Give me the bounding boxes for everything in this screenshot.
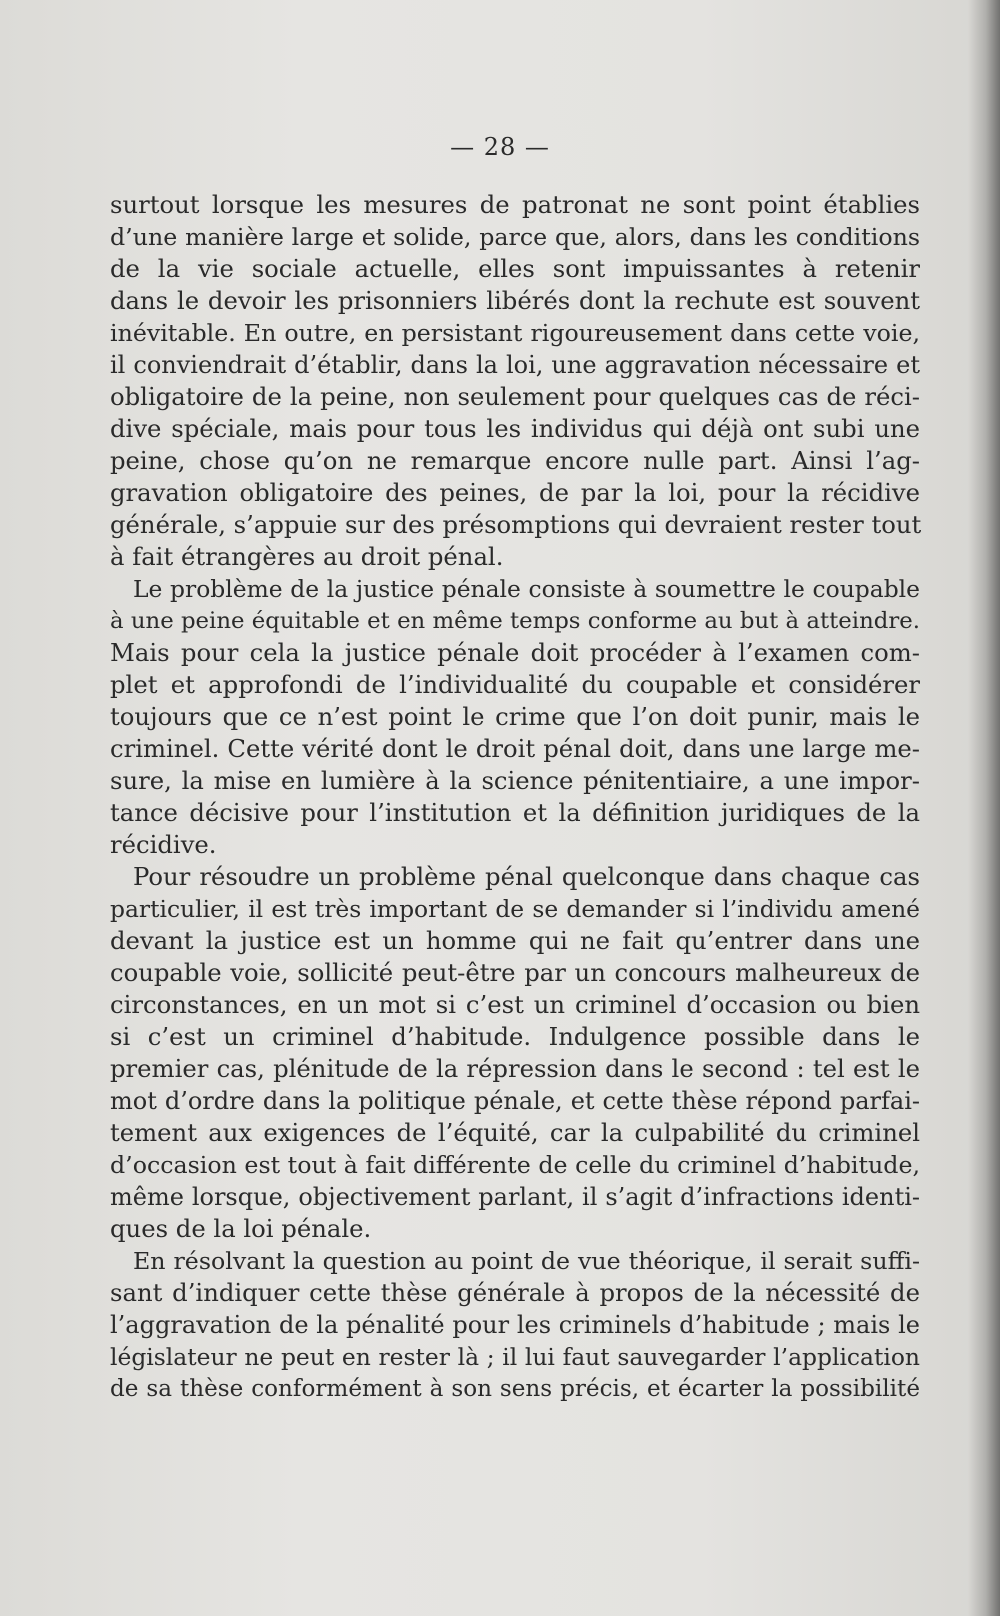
text-line: législateur ne peut en rester là ; il lui faut sauvegarder l’application bbox=[110, 1343, 920, 1371]
text-line: dive spéciale, mais pour tous les individus qui déjà ont subi une bbox=[110, 414, 920, 443]
text-line: circonstances, en un mot si c’est un criminel d’occasion ou bien bbox=[110, 990, 920, 1019]
text-line: toujours que ce n’est point le crime que l’on doit punir, mais le bbox=[110, 702, 920, 731]
text-line: surtout lorsque les mesures de patronat ne sont point établies bbox=[110, 190, 920, 219]
text-line: Pour résoudre un problème pénal quelconque dans chaque cas bbox=[133, 862, 920, 891]
text-line: criminel. Cette vérité dont le droit pénal doit, dans une large me- bbox=[110, 734, 920, 763]
text-line: En résolvant la question au point de vue théorique, il serait suffi- bbox=[133, 1247, 920, 1275]
text-line: gravation obligatoire des peines, de par la loi, pour la récidive bbox=[110, 478, 920, 507]
text-line: Mais pour cela la justice pénale doit procéder à l’examen com- bbox=[110, 638, 920, 667]
text-line: d’une manière large et solide, parce que, alors, dans les conditions bbox=[110, 223, 920, 251]
text-line: à une peine équitable et en même temps conforme au but à atteindre. bbox=[110, 608, 920, 634]
text-line: Le problème de la justice pénale consiste à soumettre le coupable bbox=[133, 575, 920, 603]
text-line: générale, s’appuie sur des présomptions qui devraient rester tout bbox=[110, 510, 922, 539]
text-line: sure, la mise en lumière à la science pénitentiaire, a une impor- bbox=[110, 766, 920, 795]
text-line: dans le devoir les prisonniers libérés dont la rechute est souvent bbox=[110, 286, 920, 315]
text-line: obligatoire de la peine, non seulement pour quelques cas de réci- bbox=[110, 382, 920, 411]
text-line: tance décisive pour l’institution et la définition juridiques de la bbox=[110, 798, 920, 827]
text-line: peine, chose qu’on ne remarque encore nulle part. Ainsi l’ag- bbox=[110, 446, 920, 475]
text-line: récidive. bbox=[110, 830, 217, 859]
text-line: il conviendrait d’établir, dans la loi, une aggravation nécessaire et bbox=[110, 351, 920, 379]
text-line: à fait étrangères au droit pénal. bbox=[110, 542, 504, 571]
text-line: de sa thèse conformément à son sens précis, et écarter la possibilité bbox=[110, 1376, 920, 1402]
text-line: inévitable. En outre, en persistant rigoureusement dans cette voie, bbox=[110, 319, 920, 347]
text-line: premier cas, plénitude de la répression dans le second : tel est le bbox=[110, 1054, 920, 1083]
page-binding-shadow bbox=[968, 0, 1000, 1616]
text-line: même lorsque, objectivement parlant, il s’agit d’infractions identi- bbox=[110, 1183, 920, 1211]
text-line: particulier, il est très important de se demander si l’individu amené bbox=[110, 895, 920, 923]
page-number: — 28 — bbox=[450, 133, 550, 161]
text-line: sant d’indiquer cette thèse générale à propos de la nécessité de bbox=[110, 1278, 920, 1307]
text-line: mot d’ordre dans la politique pénale, et cette thèse répond parfai- bbox=[110, 1087, 920, 1115]
body-text bbox=[110, 189, 920, 1405]
text-line: coupable voie, sollicité peut-être par un concours malheureux de bbox=[110, 958, 920, 987]
text-line: de la vie sociale actuelle, elles sont impuissantes à retenir bbox=[110, 254, 920, 283]
text-line: ques de la loi pénale. bbox=[110, 1214, 372, 1243]
text-line: l’aggravation de la pénalité pour les criminels d’habitude ; mais le bbox=[110, 1311, 920, 1339]
text-line: si c’est un criminel d’habitude. Indulgence possible dans le bbox=[110, 1022, 920, 1051]
text-line: d’occasion est tout à fait différente de celle du criminel d’habitude, bbox=[110, 1151, 920, 1179]
text-line: tement aux exigences de l’équité, car la culpabilité du criminel bbox=[110, 1118, 920, 1147]
text-line: plet et approfondi de l’individualité du coupable et considérer bbox=[110, 670, 920, 699]
text-line: devant la justice est un homme qui ne fait qu’entrer dans une bbox=[110, 926, 920, 955]
